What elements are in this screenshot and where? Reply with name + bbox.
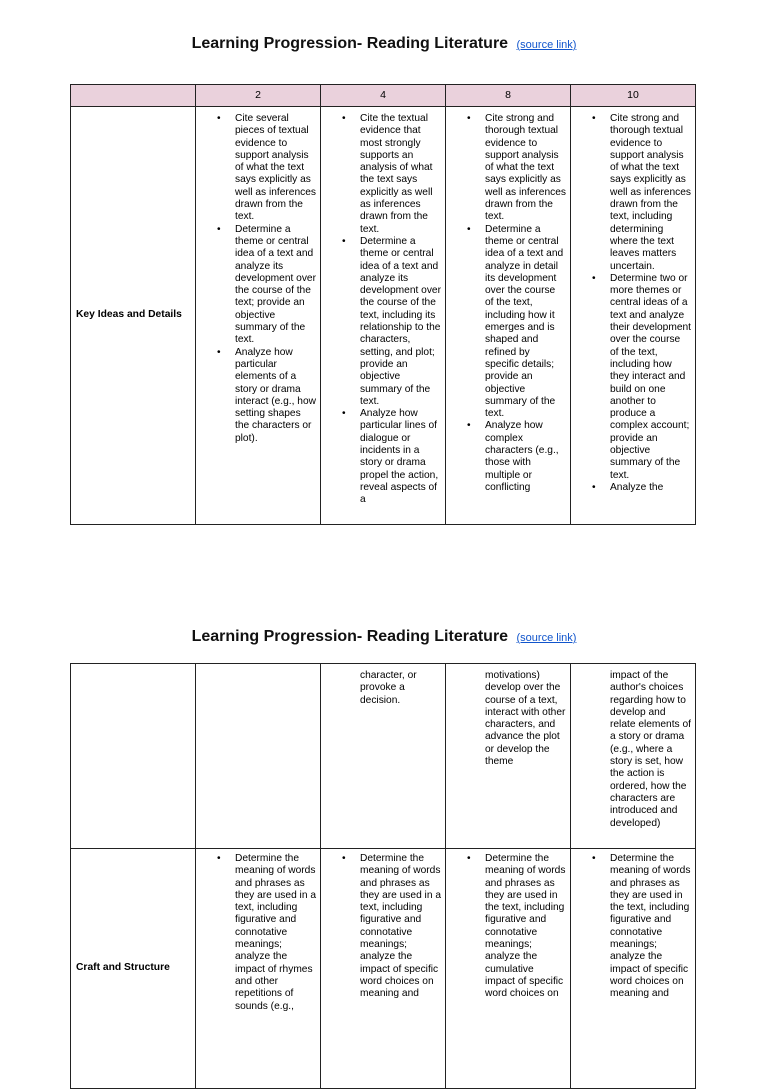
list-item: • Analyze how particular elements of a story or drama interact (e.g., how setting shapes the characters or plot). bbox=[196, 347, 320, 445]
page-title-1 bbox=[0, 35, 768, 53]
bullet-list bbox=[196, 853, 320, 1013]
list-item: • Determine two or more themes or central ideas of a text and analyze their development over the course of the text, including how they interact and build on one another to produce a complex account; provide an objective summary of the text. bbox=[571, 273, 695, 482]
continued-text: motivations) develop over the course of a text, interact with other characters, and advance the plot or develop the theme bbox=[485, 670, 566, 768]
row-label-craft-structure: Craft and Structure bbox=[71, 849, 196, 1089]
table-row-craft-structure bbox=[71, 849, 696, 1089]
page-title-2 bbox=[0, 628, 768, 646]
cell-grade-8 bbox=[446, 849, 571, 1089]
header-cell-grade-8: 8 bbox=[446, 85, 571, 107]
table-row-key-ideas bbox=[71, 107, 696, 525]
document-title: Learning Progression- Reading Literature bbox=[191, 35, 509, 52]
row-label-key-ideas: Key Ideas and Details bbox=[71, 107, 196, 525]
bullet-list bbox=[321, 113, 445, 507]
header-cell-grade-2: 2 bbox=[196, 85, 321, 107]
list-item: • Determine the meaning of words and phrases as they are used in a text, including figurative and connotative meanings; analyze the impact of specific word choices on meaning and bbox=[321, 853, 445, 1001]
continued-text: character, or provoke a decision. bbox=[360, 670, 417, 706]
source-link[interactable]: (source link) bbox=[516, 632, 577, 644]
header-cell-grade-10: 10 bbox=[571, 85, 696, 107]
list-item: • Analyze how complex characters (e.g., those with multiple or conflicting bbox=[446, 420, 570, 494]
bullet-list bbox=[446, 853, 570, 1001]
row-label-empty bbox=[71, 664, 196, 849]
cell-grade-2 bbox=[196, 849, 321, 1089]
list-item: • Determine a theme or central idea of a text and analyze in detail its development over the course of the text, including how it emerges and is shaped and refined by specific details; provide an objective summary of the text. bbox=[446, 224, 570, 421]
list-item: • Determine a theme or central idea of a text and analyze its development over the course of the text; provide an objective summary of the text. bbox=[196, 224, 320, 347]
list-item: • Cite strong and thorough textual evidence to support analysis of what the text says explicitly as well as inferences drawn from the text. bbox=[446, 113, 570, 224]
bullet-list bbox=[571, 853, 695, 1001]
list-item: • Analyze how particular lines of dialogue or incidents in a story or drama propel the action, reveal aspects of a bbox=[321, 408, 445, 506]
source-link[interactable]: (source link) bbox=[516, 39, 577, 51]
list-item: • Cite strong and thorough textual evidence to support analysis of what the text says explicitly as well as inferences drawn from the text, including determining where the text leaves matters uncertain. bbox=[571, 113, 695, 273]
cell-grade-2-continued bbox=[196, 664, 321, 849]
bullet-list bbox=[196, 113, 320, 445]
cell-grade-8 bbox=[446, 107, 571, 525]
bullet-list bbox=[446, 113, 570, 494]
header-cell-grade-4: 4 bbox=[321, 85, 446, 107]
table-row-continuation bbox=[71, 664, 696, 849]
cell-grade-10 bbox=[571, 107, 696, 525]
list-item: • Cite several pieces of textual evidence to support analysis of what the text says explicitly as well as inferences drawn from the text. bbox=[196, 113, 320, 224]
header-cell-empty bbox=[71, 85, 196, 107]
list-item: • Determine the meaning of words and phrases as they are used in a text, including figurative and connotative meanings; analyze the impact of rhymes and other repetitions of sounds (e.g., bbox=[196, 853, 320, 1013]
continued-text bbox=[196, 664, 320, 848]
bullet-list bbox=[571, 113, 695, 494]
progression-table-1 bbox=[70, 84, 696, 525]
list-item: • Determine the meaning of words and phrases as they are used in the text, including figurative and connotative meanings; analyze the cumulative impact of specific word choices on bbox=[446, 853, 570, 1001]
bullet-list bbox=[321, 853, 445, 1001]
list-item: • Determine a theme or central idea of a text and analyze its development over the course of the text, including its relationship to the characters, setting, and plot; provide an objective summary of the text. bbox=[321, 236, 445, 408]
table-header-row bbox=[71, 85, 696, 107]
list-item: • Cite the textual evidence that most strongly supports an analysis of what the text says explicitly as well as inferences drawn from the text. bbox=[321, 113, 445, 236]
cell-grade-4 bbox=[321, 107, 446, 525]
cell-grade-10-continued bbox=[571, 664, 696, 849]
list-item: • Analyze the bbox=[571, 482, 695, 494]
continued-text: impact of the author's choices regarding how to develop and relate elements of a story or drama (e.g., where a story is set, how the action is ordered, how the characters are introduced and developed) bbox=[610, 670, 691, 829]
list-item: • Determine the meaning of words and phrases as they are used in the text, including figurative and connotative meanings; analyze the impact of specific word choices on meaning and bbox=[571, 853, 695, 1001]
cell-grade-8-continued bbox=[446, 664, 571, 849]
cell-grade-2 bbox=[196, 107, 321, 525]
cell-grade-4-continued bbox=[321, 664, 446, 849]
progression-table-2 bbox=[70, 663, 696, 1089]
document-title: Learning Progression- Reading Literature bbox=[191, 628, 509, 645]
cell-grade-10 bbox=[571, 849, 696, 1089]
cell-grade-4 bbox=[321, 849, 446, 1089]
